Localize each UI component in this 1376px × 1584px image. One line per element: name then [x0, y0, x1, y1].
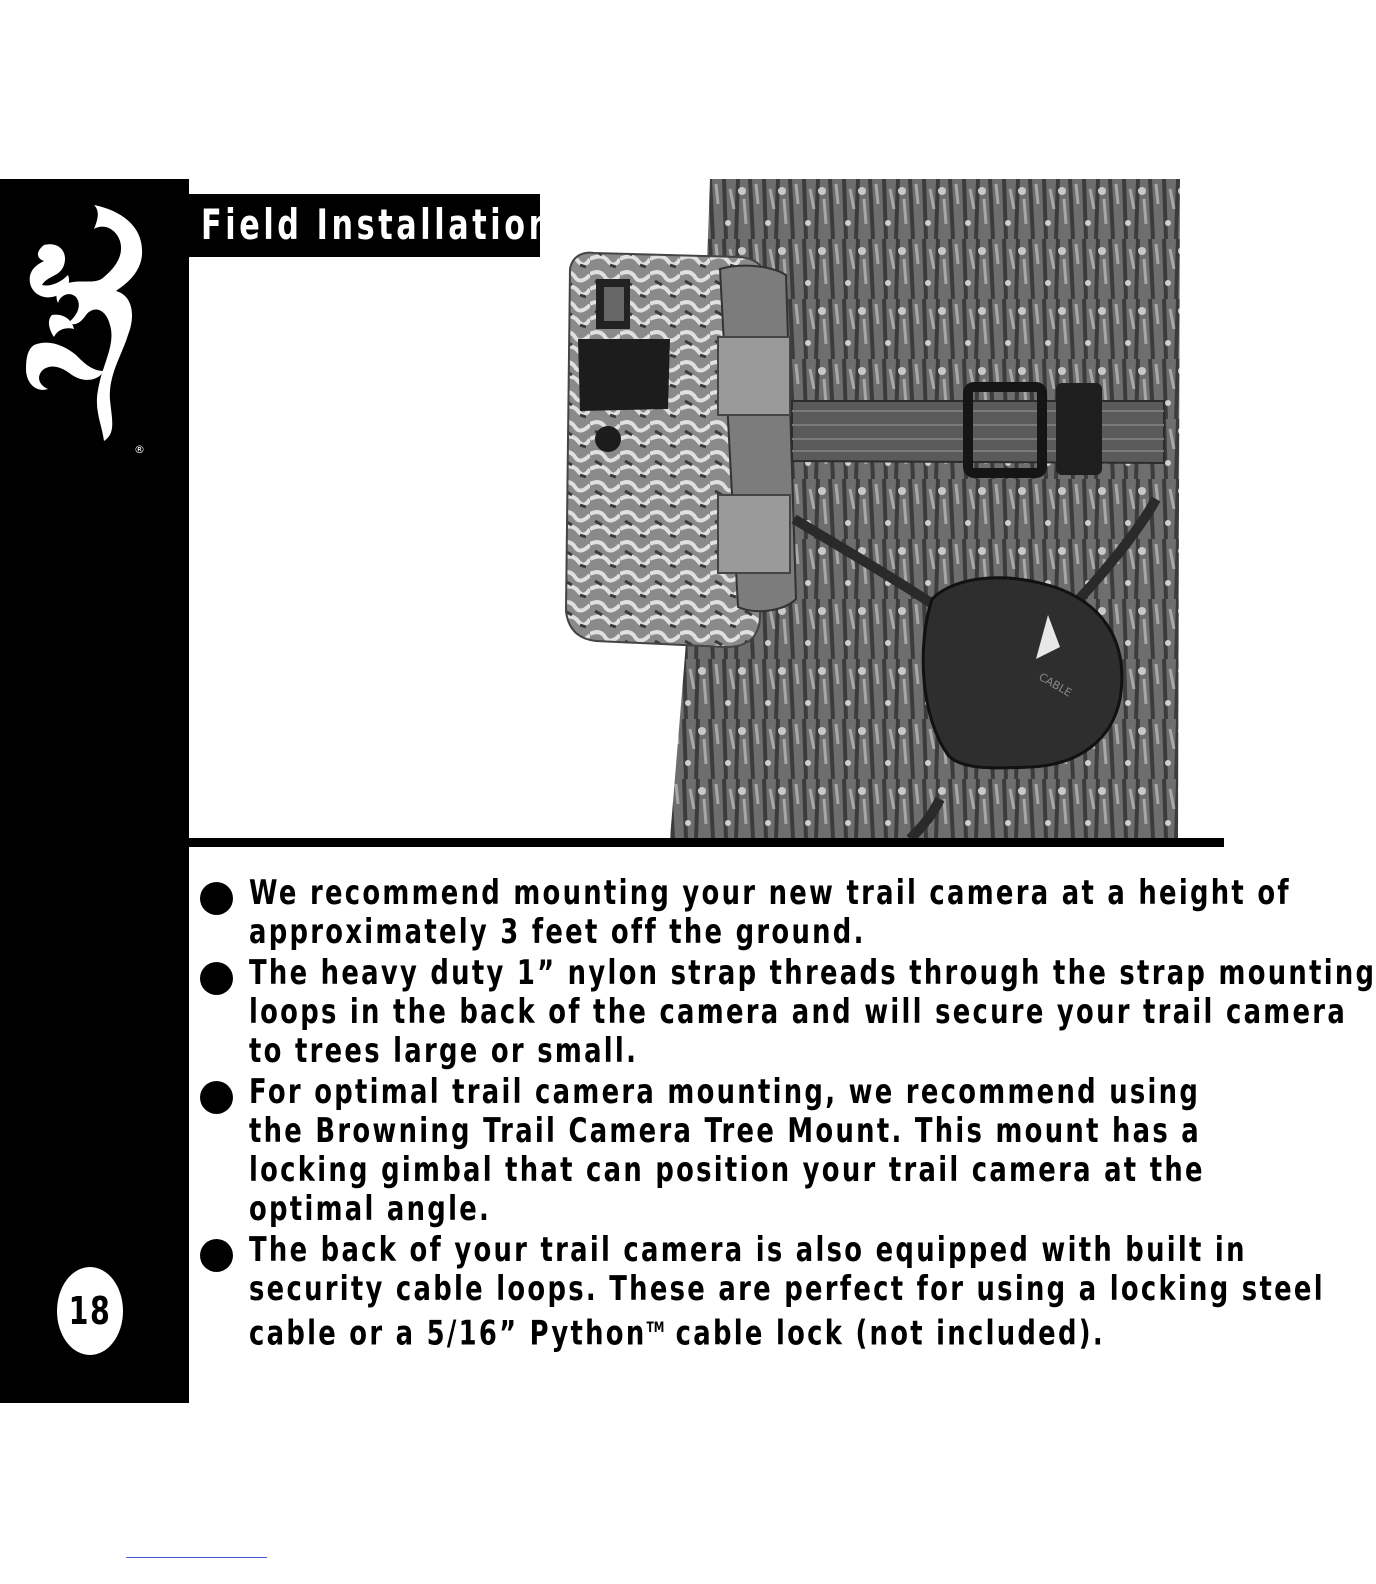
bullet-icon [200, 1081, 233, 1114]
list-item [200, 873, 1291, 952]
bullet-line: approximately 3 feet off the ground. [249, 912, 866, 952]
bullet-text: cable lock (not included). [664, 1313, 1105, 1354]
bullet-line: The heavy duty 1” nylon strap threads through the strap mounting [249, 953, 1376, 993]
bullet-line: optimal angle. [249, 1189, 492, 1229]
bullet-line: the Browning Trail Camera Tree Mount. This mount has a [249, 1111, 1202, 1151]
horizontal-rule [189, 838, 1224, 847]
link-underline [126, 1557, 267, 1558]
list-item [200, 1230, 1325, 1354]
bullet-icon [200, 882, 233, 915]
trail-camera-on-tree-photo [560, 179, 1190, 839]
bullet-line: to trees large or small. [249, 1031, 639, 1071]
bullet-line: locking gimbal that can position your trail camera at the [249, 1150, 1205, 1190]
bullet-line: security cable loops. These are perfect for using a locking steel [249, 1269, 1325, 1309]
bullet-line: We recommend mounting your new trail camera at a height of [249, 873, 1291, 913]
bullet-line: For optimal trail camera mounting, we recommend using [249, 1072, 1201, 1112]
bullet-line: loops in the back of the camera and will secure your trail camera [249, 992, 1348, 1032]
bullet-line: The back of your trail camera is also equipped with built in [249, 1230, 1247, 1270]
page-number: 18 [57, 1267, 123, 1355]
page-title: Field Installation [201, 200, 554, 249]
svg-text:CABLE: CABLE [1036, 670, 1075, 700]
trademark-mark: TM [646, 1320, 665, 1336]
sidebar [0, 179, 189, 1403]
bullet-icon [200, 1239, 233, 1272]
bullet-line-last [249, 1309, 1105, 1354]
buckmark-logo-icon [24, 205, 154, 456]
svg-text:®: ® [134, 443, 145, 456]
bullet-icon [200, 962, 233, 995]
list-item [200, 953, 1376, 1071]
section-header [189, 194, 554, 257]
bullet-text: cable or a 5/16” Python [249, 1313, 647, 1354]
bullet-list [200, 873, 1376, 1355]
list-item [200, 1073, 1210, 1229]
